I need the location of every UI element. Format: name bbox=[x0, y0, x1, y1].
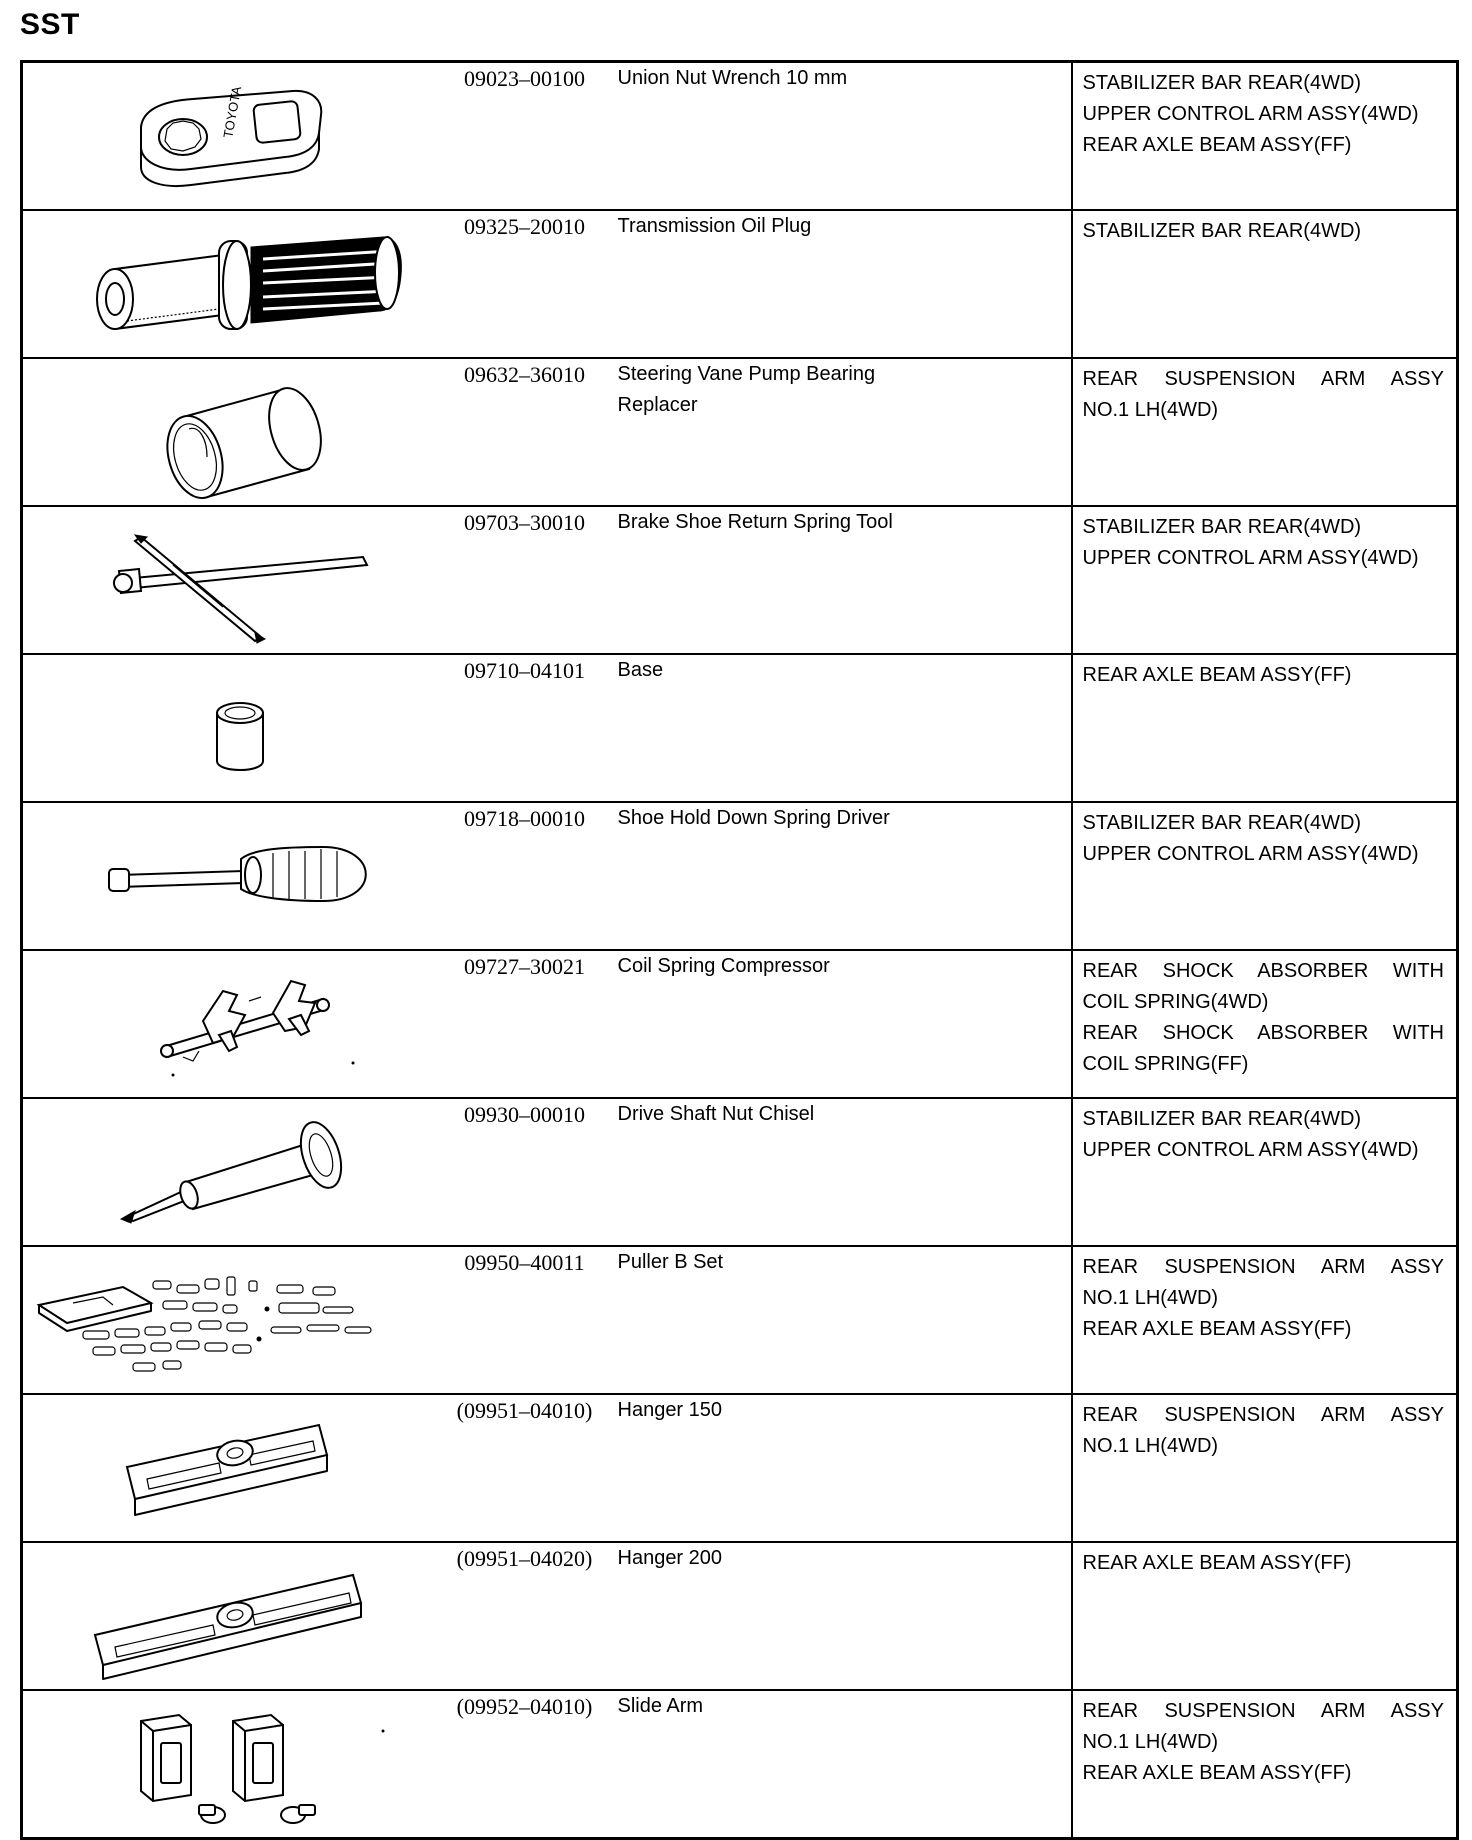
table-row bbox=[22, 506, 1458, 654]
tool-image-cell bbox=[22, 358, 432, 506]
part-number: 09023–00100 bbox=[464, 66, 585, 91]
tool-name-line: Slide Arm bbox=[617, 1695, 704, 1717]
slide-arm-icon bbox=[23, 1691, 433, 1832]
usage-cell bbox=[1072, 210, 1458, 358]
tool-name-line: Transmission Oil Plug bbox=[617, 215, 812, 237]
usage-line: UPPER CONTROL ARM ASSY(4WD) bbox=[1082, 103, 1419, 125]
part-number: 09703–30010 bbox=[432, 506, 618, 654]
part-number: 09718–00010 bbox=[432, 802, 618, 950]
usage-line: REAR SHOCK ABSORBER WITH bbox=[1082, 1022, 1444, 1044]
table-row bbox=[22, 1394, 1458, 1542]
table-row bbox=[22, 1246, 1458, 1394]
usage-line: REAR SUSPENSION ARM ASSY bbox=[1082, 1700, 1444, 1722]
hanger-200-icon bbox=[23, 1543, 433, 1684]
part-number: 09950–40011 bbox=[432, 1246, 618, 1394]
usage-cell bbox=[1072, 1690, 1458, 1839]
usage-cell bbox=[1072, 1394, 1458, 1542]
usage-line: NO.1 LH(4WD) bbox=[1082, 1287, 1219, 1309]
usage-line: REAR SUSPENSION ARM ASSY bbox=[1082, 368, 1444, 390]
usage-line: NO.1 LH(4WD) bbox=[1082, 1731, 1219, 1753]
usage-line: NO.1 LH(4WD) bbox=[1082, 399, 1219, 421]
tool-name bbox=[618, 1246, 1072, 1394]
puller-set-icon bbox=[23, 1247, 433, 1388]
table-row bbox=[22, 950, 1458, 1098]
tool-name bbox=[618, 1542, 1072, 1690]
usage-cell bbox=[1072, 1246, 1458, 1394]
usage-line: REAR SUSPENSION ARM ASSY bbox=[1082, 1404, 1444, 1426]
return-spring-tool-icon bbox=[23, 507, 433, 648]
usage-cell bbox=[1072, 62, 1458, 211]
usage-line: STABILIZER BAR REAR(4WD) bbox=[1082, 1108, 1362, 1130]
part-number: 09632–36010 bbox=[432, 358, 618, 506]
usage-line: REAR SUSPENSION ARM ASSY bbox=[1082, 1256, 1444, 1278]
tool-name bbox=[618, 358, 1072, 506]
usage-line: REAR AXLE BEAM ASSY(FF) bbox=[1082, 1318, 1352, 1340]
tool-name-line: Hanger 150 bbox=[617, 1399, 723, 1421]
usage-cell bbox=[1072, 1098, 1458, 1246]
usage-line: REAR AXLE BEAM ASSY(FF) bbox=[1082, 664, 1352, 686]
tool-name-line: Brake Shoe Return Spring Tool bbox=[617, 511, 893, 533]
sst-table bbox=[20, 60, 1459, 1840]
usage-line: REAR SHOCK ABSORBER WITH bbox=[1082, 960, 1444, 982]
tool-name bbox=[618, 62, 1072, 211]
usage-line: STABILIZER BAR REAR(4WD) bbox=[1082, 812, 1362, 834]
part-number: (09951–04020) bbox=[432, 1542, 618, 1690]
usage-cell bbox=[1072, 1542, 1458, 1690]
table-row bbox=[22, 1690, 1458, 1839]
tool-image-cell bbox=[22, 506, 432, 654]
usage-line: REAR AXLE BEAM ASSY(FF) bbox=[1082, 1762, 1352, 1784]
usage-line: REAR AXLE BEAM ASSY(FF) bbox=[1082, 134, 1352, 156]
tool-image-cell bbox=[22, 62, 432, 211]
usage-line: UPPER CONTROL ARM ASSY(4WD) bbox=[1082, 843, 1419, 865]
tool-name bbox=[618, 1098, 1072, 1246]
usage-cell bbox=[1072, 802, 1458, 950]
tool-image-cell bbox=[22, 802, 432, 950]
table-row bbox=[22, 358, 1458, 506]
table-row bbox=[22, 1098, 1458, 1246]
table-row bbox=[22, 210, 1458, 358]
tool-image-cell bbox=[22, 1098, 432, 1246]
tool-name-line: Shoe Hold Down Spring Driver bbox=[617, 807, 890, 829]
union-nut-wrench-icon bbox=[23, 63, 433, 204]
usage-cell bbox=[1072, 950, 1458, 1098]
base-icon bbox=[23, 655, 433, 796]
part-number: (09952–04010) bbox=[432, 1690, 618, 1839]
table-row bbox=[22, 1542, 1458, 1690]
usage-cell bbox=[1072, 358, 1458, 506]
tool-name bbox=[618, 1394, 1072, 1542]
table-row bbox=[22, 62, 1458, 211]
tool-name bbox=[618, 210, 1072, 358]
usage-line: COIL SPRING(FF) bbox=[1082, 1053, 1249, 1075]
usage-line: STABILIZER BAR REAR(4WD) bbox=[1082, 516, 1362, 538]
tool-name-line: Puller B Set bbox=[617, 1251, 724, 1273]
nut-chisel-icon bbox=[23, 1099, 433, 1240]
usage-line: REAR AXLE BEAM ASSY(FF) bbox=[1082, 1552, 1352, 1574]
tool-name bbox=[618, 506, 1072, 654]
part-number: 09325–20010 bbox=[432, 210, 618, 358]
usage-line: UPPER CONTROL ARM ASSY(4WD) bbox=[1082, 547, 1419, 569]
tool-name-line: Steering Vane Pump Bearing bbox=[617, 363, 876, 385]
tool-name-line: Base bbox=[617, 659, 664, 681]
tool-name bbox=[618, 802, 1072, 950]
usage-line: UPPER CONTROL ARM ASSY(4WD) bbox=[1082, 1139, 1419, 1161]
coil-spring-compressor-icon bbox=[23, 951, 433, 1092]
usage-line: NO.1 LH(4WD) bbox=[1082, 1435, 1219, 1457]
tool-name-line: Coil Spring Compressor bbox=[617, 955, 830, 977]
table-row bbox=[22, 802, 1458, 950]
tool-image-cell bbox=[22, 1246, 432, 1394]
tool-name-line: Replacer bbox=[617, 394, 698, 416]
usage-line: COIL SPRING(4WD) bbox=[1082, 991, 1269, 1013]
tool-image-cell bbox=[22, 210, 432, 358]
usage-line: STABILIZER BAR REAR(4WD) bbox=[1082, 220, 1362, 242]
usage-cell bbox=[1072, 506, 1458, 654]
tool-image-cell bbox=[22, 654, 432, 802]
tool-name-line: Hanger 200 bbox=[617, 1547, 723, 1569]
tool-name bbox=[618, 950, 1072, 1098]
table-row bbox=[22, 654, 1458, 802]
tool-name bbox=[618, 1690, 1072, 1839]
transmission-oil-plug-icon bbox=[23, 211, 433, 352]
bearing-replacer-icon bbox=[23, 359, 433, 500]
tool-image-cell bbox=[22, 950, 432, 1098]
tool-image-cell bbox=[22, 1542, 432, 1690]
svg-text:TOYOTA: TOYOTA bbox=[220, 85, 245, 140]
part-number: 09930–00010 bbox=[432, 1098, 618, 1246]
usage-cell bbox=[1072, 654, 1458, 802]
tool-name bbox=[618, 654, 1072, 802]
usage-line: STABILIZER BAR REAR(4WD) bbox=[1082, 72, 1362, 94]
spring-driver-icon bbox=[23, 803, 433, 944]
page-title: SST bbox=[20, 8, 80, 41]
tool-image-cell bbox=[22, 1690, 432, 1839]
part-number: 09727–30021 bbox=[432, 950, 618, 1098]
tool-name-line: Union Nut Wrench 10 mm bbox=[617, 67, 848, 89]
part-number: (09951–04010) bbox=[432, 1394, 618, 1542]
part-number: 09710–04101 bbox=[432, 654, 618, 802]
tool-image-cell bbox=[22, 1394, 432, 1542]
tool-name-line: Drive Shaft Nut Chisel bbox=[617, 1103, 815, 1125]
hanger-150-icon bbox=[23, 1395, 433, 1536]
